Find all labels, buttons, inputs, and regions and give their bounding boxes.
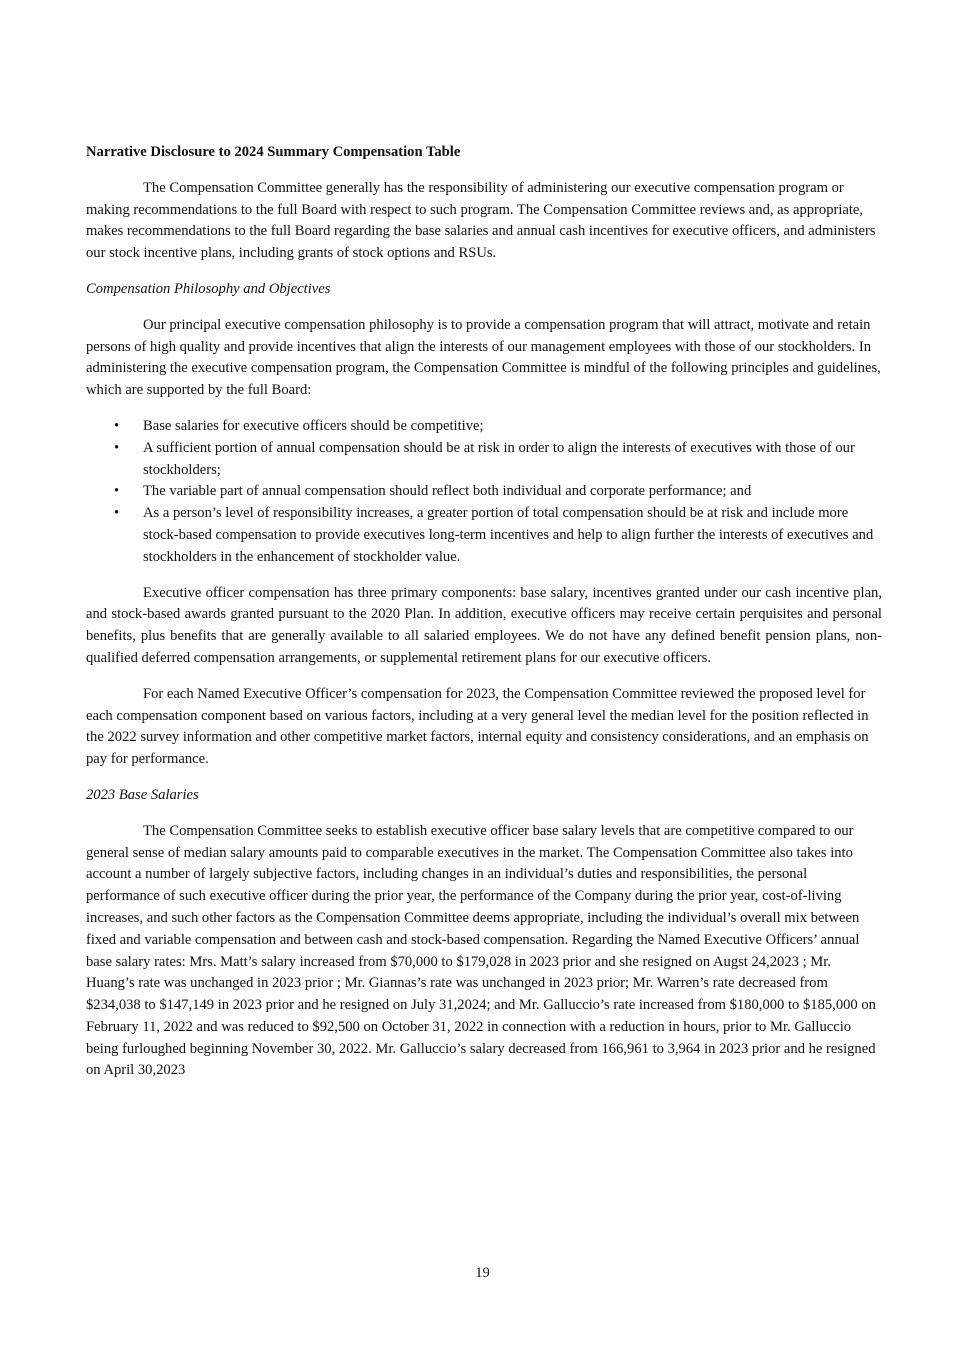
bullet-icon: •	[114, 505, 120, 522]
document-page	[86, 142, 882, 1096]
list-item	[86, 503, 882, 568]
bullet-icon: •	[114, 417, 120, 434]
page-number: 19	[475, 1265, 490, 1281]
list-item	[86, 438, 882, 482]
intro-paragraph: The Compensation Committee generally has the responsibility of administering our executive compensation program or making recommendations to the full Board with respect to such program. The Compensation Committee reviews and, as appropriate, makes recommendations to the full Board regarding the base salaries and annual cash incentives for executive officers, and administers our stock incentive plans, including grants of stock options and RSUs.	[86, 179, 876, 262]
principles-list	[86, 416, 882, 569]
philosophy-subheading: Compensation Philosophy and Objectives	[86, 280, 331, 297]
review-paragraph: For each Named Executive Officer’s compensation for 2023, the Compensation Committee reviewed the proposed level for each compensation component based on various factors, including at a very general level the median level for the position reflected in the 2022 survey information and other competitive market factors, internal equity and consistency considerations, and an emphasis on pay for performance.	[86, 685, 869, 768]
base-salaries-subheading: 2023 Base Salaries	[86, 786, 199, 803]
list-item-text: The variable part of annual compensation should reflect both individual and corporate performance; and	[143, 483, 752, 500]
list-item-text: Base salaries for executive officers should be competitive;	[143, 417, 484, 434]
bullet-icon: •	[114, 483, 120, 500]
list-item	[86, 416, 882, 438]
list-item	[86, 481, 882, 503]
list-item-text: As a person’s level of responsibility increases, a greater portion of total compensation should be at risk and include more stock-based compensation to provide executives long-term incentives and help to align further the interests of executives and stockholders in the enhancement of stockholder value.	[143, 505, 874, 565]
base-salaries-paragraph: The Compensation Committee seeks to establish executive officer base salary levels that are competitive compared to our general sense of median salary amounts paid to comparable executives in the market. The Compensation Committee also takes into account a number of largely subjective factors, including changes in an individual’s duties and responsibilities, the personal performance of such executive officer during the prior year, the performance of the Company during the prior year, cost-of-living increases, and such other factors as the Compensation Committee deems appropriate, including the individual’s overall mix between fixed and variable compensation and between cash and stock-based compensation. Regarding the Named Executive Officers’ annual base salary rates: Mrs. Matt’s salary increased from $70,000 to $179,028 in 2023 prior and she resigned on Augst 24,2023 ; Mr. Huang’s rate was unchanged in 2023 prior ; Mr. Giannas’s rate was unchanged in 2023 prior; Mr. Warren’s rate decreased from $234,038 to $147,149 in 2023 prior and he resigned on July 31,2024; and Mr. Galluccio’s rate increased from $180,000 to $185,000 on February 11, 2022 and was reduced to $92,500 on October 31, 2022 in connection with a reduction in hours, prior to Mr. Galluccio being furloughed beginning November 30, 2022. Mr. Galluccio’s salary decreased from 166,961 to 3,964 in 2023 prior and he resigned on April 30,2023	[86, 822, 876, 1079]
components-paragraph: Executive officer compensation has three primary components: base salary, incentives granted under our cash incentive plan, and stock-based awards granted pursuant to the 2020 Plan. In addition, executive officers may receive certain perquisites and personal benefits, plus benefits that are generally available to all salaried employees. We do not have any defined benefit pension plans, non-qualified deferred compensation arrangements, or supplemental retirement plans for our executive officers.	[86, 584, 882, 666]
philosophy-paragraph: Our principal executive compensation philosophy is to provide a compensation program that will attract, motivate and retain persons of high quality and provide incentives that align the interests of our management employees with those of our stockholders. In administering the executive compensation program, the Compensation Committee is mindful of the following principles and guidelines, which are supported by the full Board:	[86, 316, 881, 399]
bullet-icon: •	[114, 439, 120, 456]
section-heading: Narrative Disclosure to 2024 Summary Compensation Table	[86, 144, 461, 160]
list-item-text: A sufficient portion of annual compensation should be at risk in order to align the interests of executives with those of our stockholders;	[143, 439, 855, 478]
